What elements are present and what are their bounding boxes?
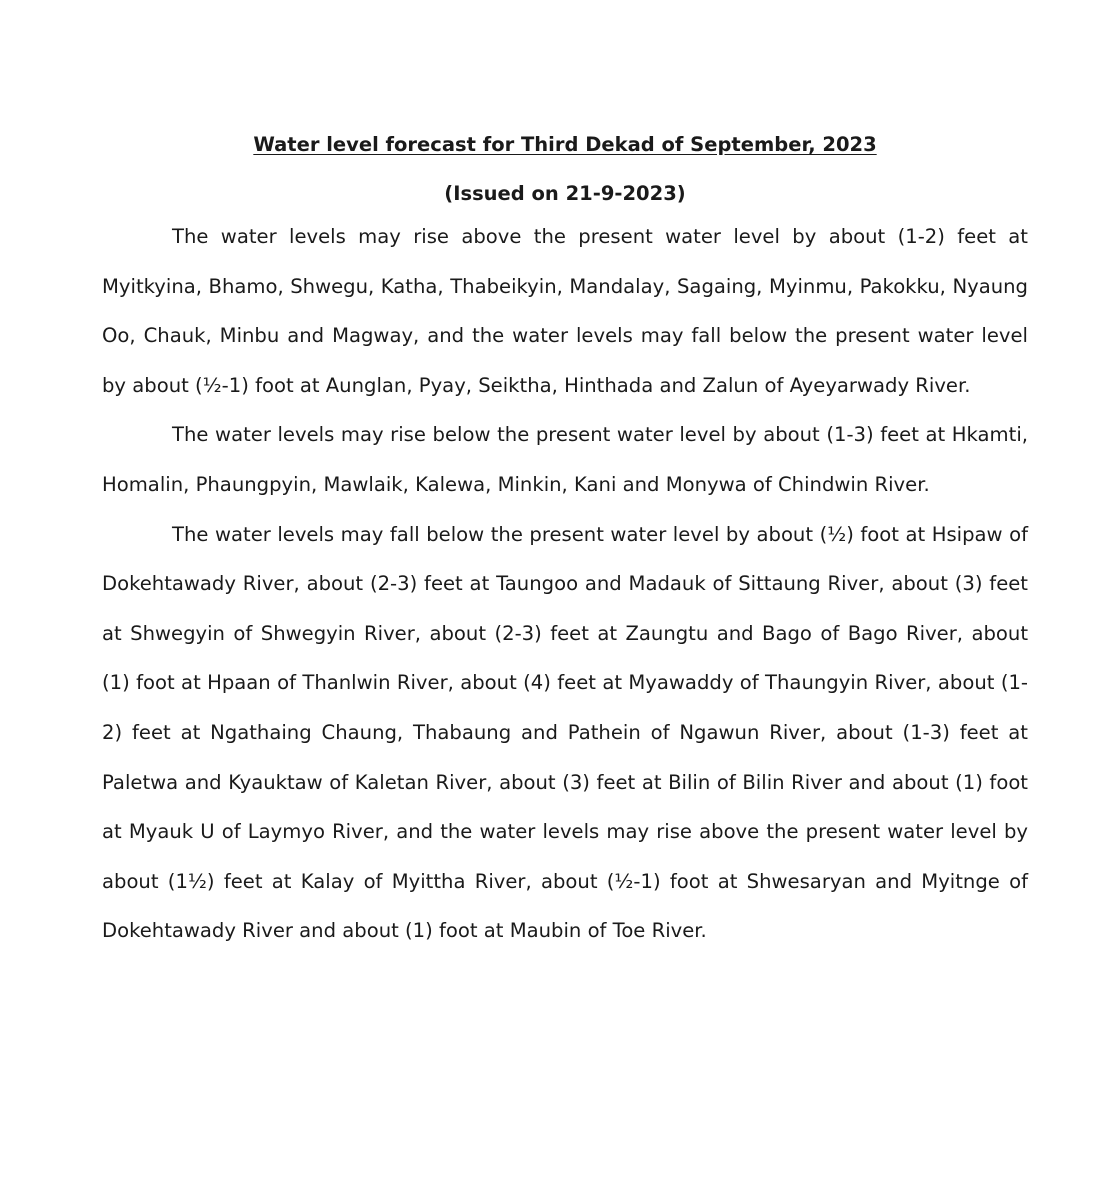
paragraph-other-rivers: The water levels may fall below the present water level by about (½) foot at Hsipaw of Dokehtawady River, about (2-3) feet at Taungoo and Madauk of Sittaung River, about (3) feet at Shwegyin of Shwegyin River, about (2-3) feet at Zaungtu and Bago of Bago River, about (1) foot at Hpaan of Thanlwin River, about (4) feet at Myawaddy of Thaungyin River, about (1-2) feet at Ngathaing Chaung, Thabaung and Pathein of Ngawun River, about (1-3) feet at Paletwa and Kyauktaw of Kaletan River, about (3) feet at Bilin of Bilin River and about (1) foot at Myauk U of Laymyo River, and the water levels may rise above the present water level by about (1½) feet at Kalay of Myittha River, about (½-1) foot at Shwesaryan and Myitnge of Dokehtawady River and about (1) foot at Maubin of Toe River. xyxy=(102,522,1028,943)
paragraph-ayeyarwady: The water levels may rise above the present water level by about (1-2) feet at Myitkyina, Bhamo, Shwegu, Katha, Thabeikyin, Mandalay, Sagaing, Myinmu, Pakokku, Nyaung Oo, Chauk, Minbu and Magway, and the water levels may fall below the present water level by about (½-1) foot at Aunglan, Pyay, Seiktha, Hinthada and Zalun of Ayeyarwady River. xyxy=(102,225,1028,397)
paragraph-chindwin: The water levels may rise below the present water level by about (1-3) feet at Hkamti, Homalin, Phaungpyin, Mawlaik, Kalewa, Minkin, Kani and Monywa of Chindwin River. xyxy=(102,423,1028,496)
document-page xyxy=(102,128,1028,956)
document-title: Water level forecast for Third Dekad of September, 2023 xyxy=(253,133,877,156)
issued-date: (Issued on 21-9-2023) xyxy=(444,182,686,205)
